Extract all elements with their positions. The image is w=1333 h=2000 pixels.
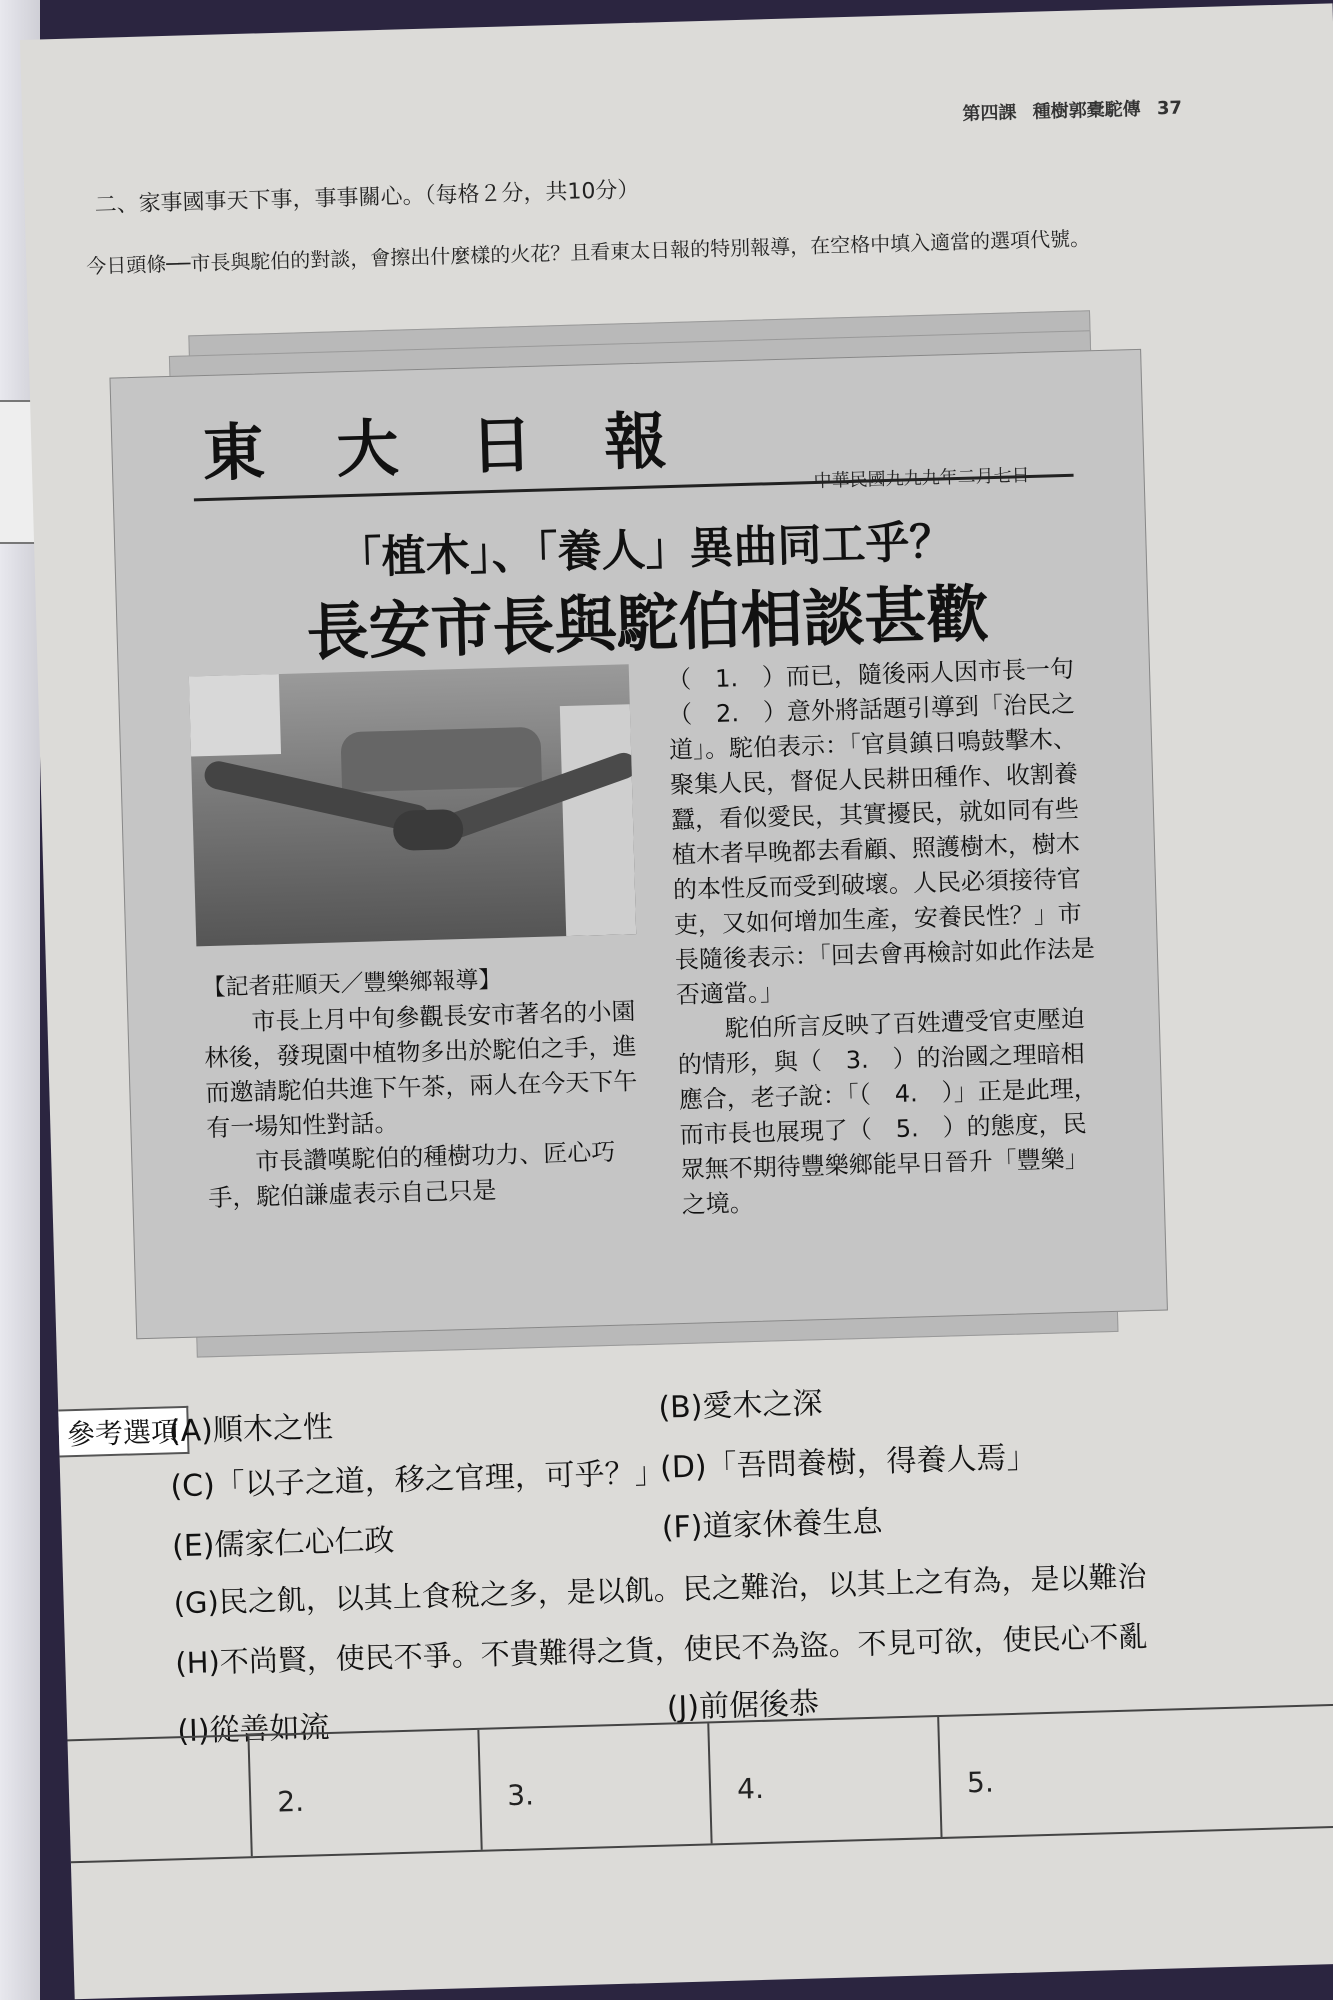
article-paragraph: 市長讚嘆駝伯的種樹功力、匠心巧手，駝伯謙虛表示自己只是 [208, 1137, 616, 1213]
headline-secondary: 長安市長與駝伯相談甚歡 [305, 577, 990, 670]
photo-background-ridge [340, 727, 542, 793]
textbook-page [20, 3, 1333, 1999]
lesson-title: 種樹郭橐駝傳 [1032, 98, 1141, 123]
section-intro: 今日頭條──市長與駝伯的對談，會擦出什麼樣的火花？且看東太日報的特別報導，在空格中填入適當的選項代號。 [86, 226, 1091, 279]
headline-primary: 「植木」、「養人」異曲同工乎？ [336, 516, 955, 585]
handshake-photo [189, 664, 636, 946]
article-paragraph: （ 1. ）而已，隨後兩人因市長一句（ 2. ）意外將話題引導到「治民之道」。駝伯表示：「官員鎮日鳴鼓擊木、聚集人民，督促人民耕田種作、收割養蠶，看似愛民，其實擾民，就如同有些植木者早晚都去看顧、照護樹木，樹木的本性反而受到破壞。人民必須接待官吏，又如何增加生產，安養民性？」市長隨後表示：「回去會再檢討如此作法是否適當。」 [666, 654, 1096, 1010]
options-label: 參考選項 [58, 1406, 189, 1458]
option-e: (E)儒家仁心仁政 [171, 1523, 395, 1565]
answer-cell-label: 3. [506, 1778, 535, 1813]
article-right-column [667, 651, 1102, 1223]
newspaper-date: 中華民國九九九年二月七日 [813, 464, 1030, 493]
article-paragraph: 市長上月中旬參觀長安市著名的小園林後，發現園中植物多出於駝伯之手，進而邀請駝伯共進下午茶，兩人在今天下午有一場知性對話。 [204, 997, 638, 1143]
option-b: (B)愛木之深 [657, 1386, 823, 1426]
photo-handshake [393, 809, 464, 851]
answer-cell-label: 5. [966, 1765, 995, 1800]
answer-cell-5[interactable] [937, 1710, 1182, 1837]
newspaper [109, 349, 1167, 1339]
option-i: (I)從善如流 [176, 1710, 330, 1750]
option-a: (A)順木之性 [168, 1409, 334, 1450]
option-d: (D)「吾問養樹，得養人焉」 [659, 1440, 1037, 1486]
page-number: 37 [1156, 97, 1183, 120]
photo-sleeve-right [560, 704, 636, 936]
option-h: (H)不尚賢，使民不爭。不貴難得之貨，使民不為盜。不見可欲，使民心不亂 [174, 1619, 1148, 1681]
option-j: (J)前倨後恭 [666, 1686, 820, 1726]
answer-cell-label: 4. [736, 1771, 765, 1806]
running-head [952, 94, 1182, 126]
photo-sleeve-left [189, 674, 281, 756]
section-title: 二、家事國事天下事，事事關心。（每格２分，共10分） [94, 177, 640, 218]
article-left-column [202, 959, 649, 1216]
lesson-label: 第四課 [962, 102, 1017, 125]
answer-cell-2[interactable] [247, 1730, 482, 1856]
article-byline: 【記者莊順天／豐樂鄉報導】 [202, 966, 502, 1002]
newspaper-masthead: 東大日報 [201, 402, 740, 491]
answer-cell-label: 2. [276, 1784, 305, 1819]
article-paragraph: 駝伯所言反映了百姓遭受官吏壓迫的情形，與（ 3. ）的治國之理暗相應合，老子說：「（ 4. ）」正是此理，而市長也展現了（ 5. ）的態度，民眾無不期待豐樂鄉能早日晉升「豐樂」之境。 [677, 1004, 1098, 1219]
option-g: (G)民之飢，以其上食稅之多，是以飢。民之難治，以其上之有為，是以難治 [173, 1559, 1147, 1621]
answer-cell-3[interactable] [477, 1723, 712, 1849]
option-f: (F)道家休養生息 [661, 1504, 883, 1546]
answer-cell-4[interactable] [707, 1717, 942, 1843]
option-c: (C)「以子之道，移之官理，可乎？」 [169, 1455, 666, 1505]
